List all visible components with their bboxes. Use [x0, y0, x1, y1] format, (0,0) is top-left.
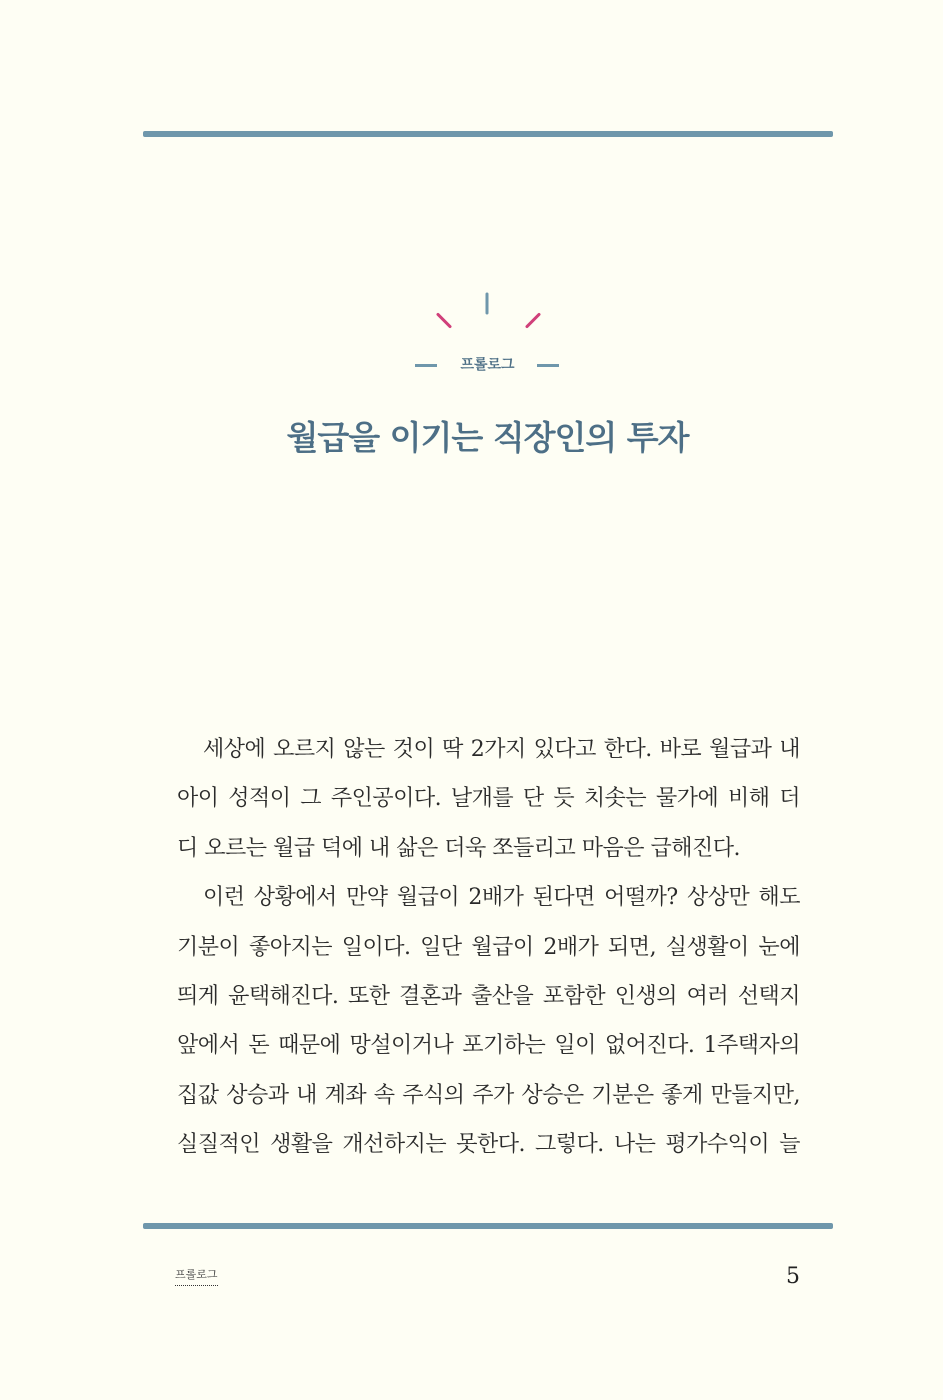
footer-section-label: 프롤로그 — [175, 1266, 218, 1286]
body-line: 이런 상황에서 만약 월급이 2배가 된다면 어떨까? 상상만 해도 — [203, 885, 800, 911]
ray-right — [525, 312, 541, 328]
body-line: 아이 성적이 그 주인공이다. 날개를 단 듯 치솟는 물가에 비해 더 — [177, 786, 800, 812]
chapter-title: 월급을 이기는 직장인의 투자 — [286, 418, 689, 457]
ray-center — [486, 293, 489, 315]
body-text — [177, 728, 800, 1173]
body-line: 집값 상승과 내 계좌 속 주식의 주가 상승은 기분은 좋게 만들지만, — [177, 1082, 800, 1108]
top-rule — [143, 131, 833, 137]
bottom-rule — [143, 1223, 833, 1229]
body-line: 앞에서 돈 때문에 망설이거나 포기하는 일이 없어진다. 1주택자의 — [177, 1033, 800, 1059]
section-label: 프롤로그 — [460, 357, 515, 373]
body-line: 띄게 윤택해진다. 또한 결혼과 출산을 포함한 인생의 여러 선택지 — [177, 983, 800, 1009]
label-dash-right — [537, 364, 559, 367]
ray-left — [436, 312, 452, 328]
body-line: 기분이 좋아지는 일이다. 일단 월급이 2배가 되면, 실생활이 눈에 — [177, 934, 800, 960]
page-number: 5 — [786, 1264, 800, 1289]
body-line: 세상에 오르지 않는 것이 딱 2가지 있다고 한다. 바로 월급과 내 — [203, 737, 800, 762]
body-line: 실질적인 생활을 개선하지는 못한다. 그렇다. 나는 평가수익이 늘 — [177, 1132, 800, 1158]
body-line: 디 오르는 월급 덕에 내 삶은 더욱 쪼들리고 마음은 급해진다. — [177, 835, 740, 861]
